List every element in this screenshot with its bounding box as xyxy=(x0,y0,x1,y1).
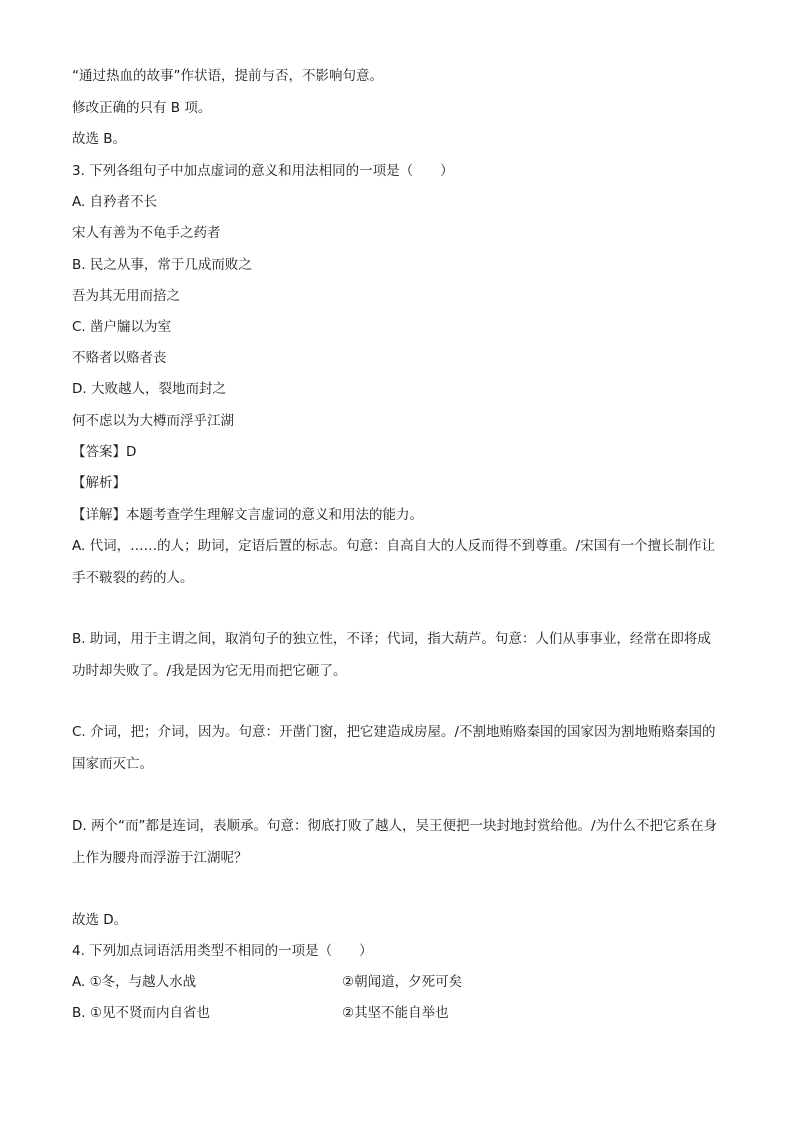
explanation-d: D. 两个“而”都是连词，表顺承。句意：彻底打败了越人，吴王便把一块封地封赏给他。/为什么不把它系在身上作为腰舟而浮游于江湖呢？ xyxy=(72,818,718,866)
question-3: 3. 下列各组句子中加点虚词的意义和用法相同的一项是（ ） xyxy=(72,163,454,179)
answer-line xyxy=(72,442,722,462)
q4-option-a-item2: ②朝闻道，夕死可矣 xyxy=(342,974,463,990)
q4-option-a-item1: A. ①冬，与越人水战 xyxy=(72,974,197,990)
q4-option-a xyxy=(72,972,722,992)
option-b-line2: 吾为其无用而掊之 xyxy=(72,288,180,304)
option-a-line2: 宋人有善为不龟手之药者 xyxy=(72,225,221,241)
text-line: “通过热血的故事”作状语，提前与否，不影响句意。 xyxy=(72,68,383,84)
option-c: C. 凿户牖以为室 xyxy=(72,319,172,335)
q4-option-b xyxy=(72,1003,722,1023)
option-a: A. 自矜者不长 xyxy=(72,194,158,210)
option-b: B. 民之从事，常于几成而败之 xyxy=(72,257,252,273)
option-c-line2: 不赂者以赂者丧 xyxy=(72,350,167,366)
option-d: D. 大败越人，裂地而封之 xyxy=(72,381,226,397)
question-4: 4. 下列加点词语活用类型不相同的一项是（ ） xyxy=(72,943,373,959)
explanation-a: A. 代词，……的人；助词，定语后置的标志。句意：自高自大的人反而得不到尊重。/宋国有一个擅长制作让手不皲裂的药的人。 xyxy=(72,538,716,586)
detail-text: 本题考查学生理解文言虚词的意义和用法的能力。 xyxy=(126,507,423,523)
q4-option-b-item2: ②其坚不能自举也 xyxy=(342,1005,449,1021)
text-line: 修改正确的只有 B 项。 xyxy=(72,100,212,116)
detail-tag: 【详解】 xyxy=(72,507,126,523)
text-line: 故选 B。 xyxy=(72,131,127,147)
answer-tag: 【答案】 xyxy=(72,444,126,460)
option-d-line2: 何不虑以为大樽而浮乎江湖 xyxy=(72,413,234,429)
q4-option-b-item1: B. ①见不贤而内自省也 xyxy=(72,1005,210,1021)
explanation-c: C. 介词，把；介词，因为。句意：开凿门窗，把它建造成房屋。/不割地贿赂秦国的国家因为割地贿赂秦国的国家而灭亡。 xyxy=(72,724,716,772)
explanation-b: B. 助词，用于主谓之间，取消句子的独立性，不译；代词，指大葫芦。句意：人们从事事业，经常在即将成功时却失败了。/我是因为它无用而把它砸了。 xyxy=(72,631,711,679)
answer-value: D xyxy=(126,444,137,460)
analysis-tag: 【解析】 xyxy=(72,475,126,491)
choose-line: 故选 D。 xyxy=(72,912,128,928)
detail-line xyxy=(72,505,722,525)
